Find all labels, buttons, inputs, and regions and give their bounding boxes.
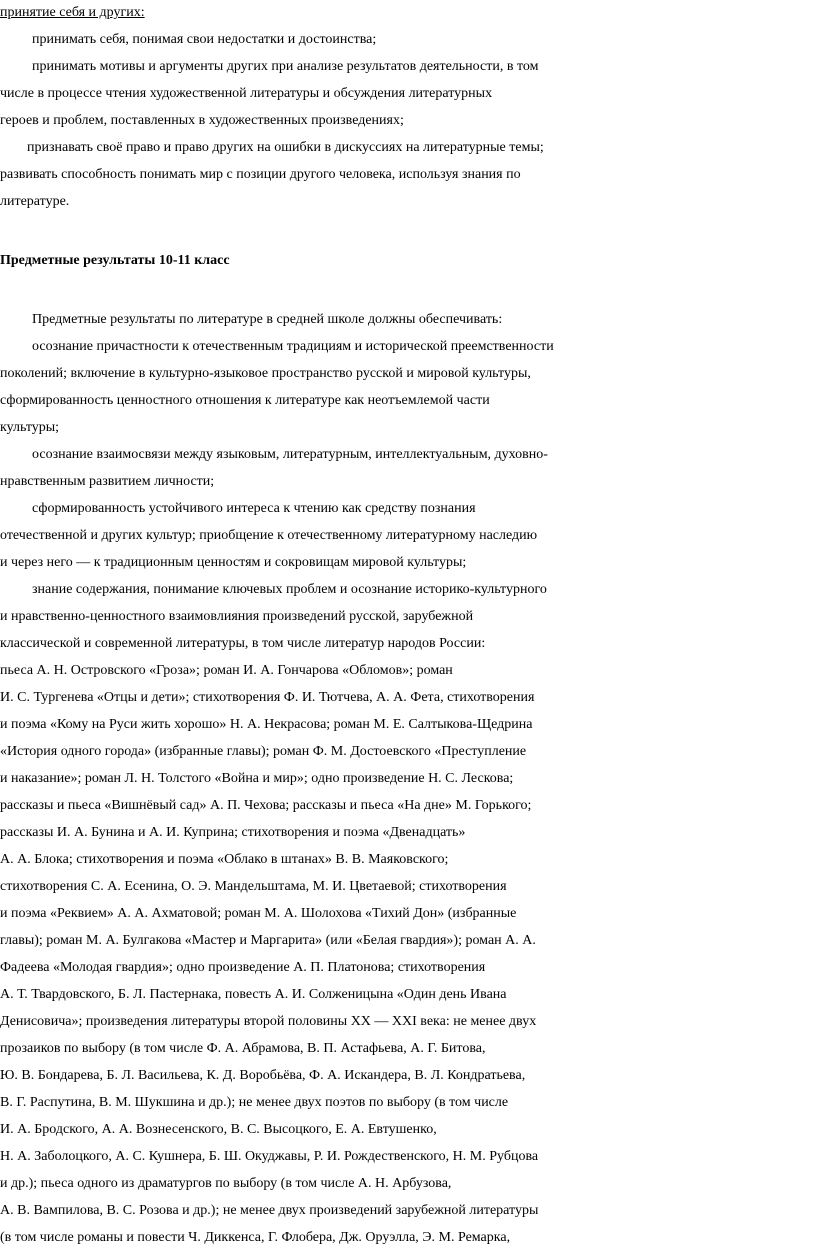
text-line: Ю. В. Бондарева, Б. Л. Васильева, К. Д. Воробьёва, Ф. А. Искандера, В. Л. Кондратьева, xyxy=(0,1068,526,1083)
text-line: и наказание»; роман Л. Н. Толстого «Война и мир»; одно произведение Н. С. Лескова; xyxy=(0,771,514,786)
text-line: развивать способность понимать мир с позиции другого человека, используя знания по xyxy=(0,167,521,182)
text-line: нравственным развитием личности; xyxy=(0,474,215,489)
text-line: осознание причастности к отечественным традициям и исторической преемственности xyxy=(32,339,554,354)
text-line: Н. А. Заболоцкого, А. С. Кушнера, Б. Ш. Окуджавы, Р. И. Рождественского, Н. М. Рубцова xyxy=(0,1149,539,1164)
text-line: героев и проблем, поставленных в художественных произведениях; xyxy=(0,113,404,128)
text-line: Денисовича»; произведения литературы второй половины XX — XXI века: не менее двух xyxy=(0,1014,537,1029)
text-line: классической и современной литературы, в том числе литератур народов России: xyxy=(0,636,486,651)
text-line: и нравственно-ценностного взаимовлияния произведений русской, зарубежной xyxy=(0,609,474,624)
text-line: и поэма «Кому на Руси жить хорошо» Н. А. Некрасова; роман М. Е. Салтыкова-Щедрина xyxy=(0,717,533,732)
text-line: И. С. Тургенева «Отцы и дети»; стихотворения Ф. И. Тютчева, А. А. Фета, стихотворения xyxy=(0,690,535,705)
text-line: признавать своё право и право других на ошибки в дискуссиях на литературные темы; xyxy=(27,140,544,155)
text-line: рассказы и пьеса «Вишнёвый сад» А. П. Чехова; рассказы и пьеса «На дне» М. Горького; xyxy=(0,798,532,813)
text-line: сформированность ценностного отношения к литературе как неотъемлемой части xyxy=(0,393,490,408)
text-line: Фадеева «Молодая гвардия»; одно произведение А. П. Платонова; стихотворения xyxy=(0,960,486,975)
text-line: пьеса А. Н. Островского «Гроза»; роман И. А. Гончарова «Обломов»; роман xyxy=(0,663,453,678)
text-line: литературе. xyxy=(0,194,70,209)
text-line: культуры; xyxy=(0,420,60,435)
text-line: И. А. Бродского, А. А. Вознесенского, В. С. Высоцкого, Е. А. Евтушенко, xyxy=(0,1122,437,1137)
text-line: принимать мотивы и аргументы других при анализе результатов деятельности, в том xyxy=(32,59,539,74)
text-line: (в том числе романы и повести Ч. Диккенса, Г. Флобера, Дж. Оруэлла, Э. М. Ремарка, xyxy=(0,1230,511,1245)
text-line: и поэма «Реквием» А. А. Ахматовой; роман М. А. Шолохова «Тихий Дон» (избранные xyxy=(0,906,517,921)
text-line: сформированность устойчивого интереса к чтению как средству познания xyxy=(32,501,476,516)
text-line: прозаиков по выбору (в том числе Ф. А. Абрамова, В. П. Астафьева, А. Г. Битова, xyxy=(0,1041,486,1056)
text-line: А. Т. Твардовского, Б. Л. Пастернака, повесть А. И. Солженицына «Один день Ивана xyxy=(0,987,507,1002)
text-line: А. В. Вампилова, В. С. Розова и др.); не менее двух произведений зарубежной литературы xyxy=(0,1203,539,1218)
text-line: принятие себя и других: xyxy=(0,5,145,20)
text-line: принимать себя, понимая свои недостатки и достоинства; xyxy=(32,32,377,47)
text-line: Предметные результаты по литературе в средней школе должны обеспечивать: xyxy=(32,312,503,327)
text-line: А. А. Блока; стихотворения и поэма «Облако в штанах» В. В. Маяковского; xyxy=(0,852,449,867)
text-line: стихотворения С. А. Есенина, О. Э. Мандельштама, М. И. Цветаевой; стихотворения xyxy=(0,879,507,894)
text-line: знание содержания, понимание ключевых проблем и осознание историко-культурного xyxy=(32,582,547,597)
text-line: поколений; включение в культурно-языковое пространство русской и мировой культуры, xyxy=(0,366,531,381)
text-line: отечественной и других культур; приобщение к отечественному литературному наследию xyxy=(0,528,538,543)
text-line: и через него — к традиционным ценностям и сокровищам мировой культуры; xyxy=(0,555,467,570)
text-line: осознание взаимосвязи между языковым, литературным, интеллектуальным, духовно- xyxy=(32,447,548,462)
text-line: числе в процессе чтения художественной литературы и обсуждения литературных xyxy=(0,86,493,101)
text-line: «История одного города» (избранные главы); роман Ф. М. Достоевского «Преступление xyxy=(0,744,527,759)
text-line: и др.); пьеса одного из драматургов по выбору (в том числе А. Н. Арбузова, xyxy=(0,1176,452,1191)
section-heading: Предметные результаты 10-11 класс xyxy=(0,253,230,268)
text-line: главы); роман М. А. Булгакова «Мастер и Маргарита» (или «Белая гвардия»); роман А. А. xyxy=(0,933,536,948)
text-line: рассказы И. А. Бунина и А. И. Куприна; стихотворения и поэма «Двенадцать» xyxy=(0,825,466,840)
text-line: В. Г. Распутина, В. М. Шукшина и др.); не менее двух поэтов по выбору (в том числе xyxy=(0,1095,509,1110)
